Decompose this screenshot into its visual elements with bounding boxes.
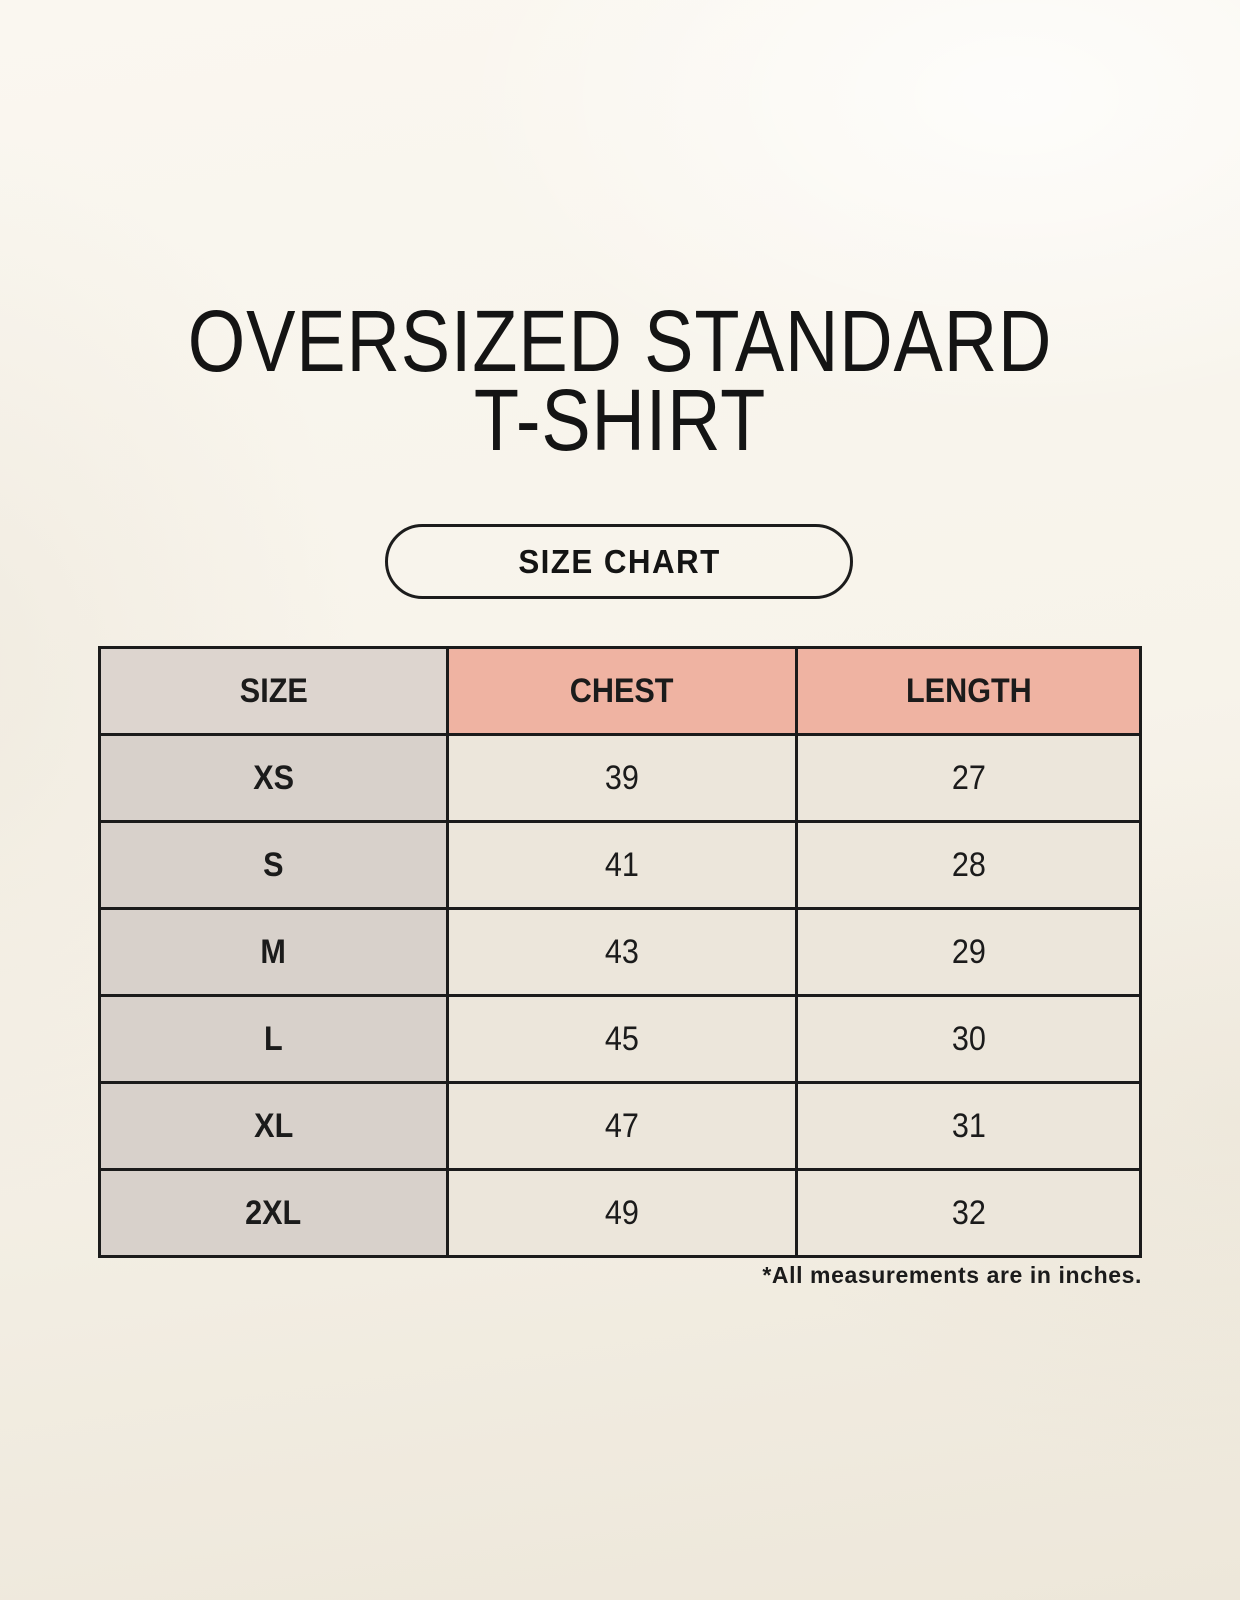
length-value: 29 bbox=[797, 909, 1141, 996]
length-value: 30 bbox=[797, 996, 1141, 1083]
size-label: XL bbox=[100, 1083, 448, 1170]
size-label: L bbox=[100, 996, 448, 1083]
length-value: 32 bbox=[797, 1170, 1141, 1257]
table-row bbox=[100, 996, 1141, 1083]
table-row bbox=[100, 909, 1141, 996]
header-chest: CHEST bbox=[448, 648, 797, 735]
table-row bbox=[100, 735, 1141, 822]
size-chart-badge bbox=[385, 524, 853, 599]
size-label: S bbox=[100, 822, 448, 909]
chest-value: 47 bbox=[448, 1083, 797, 1170]
table-header-row bbox=[100, 648, 1141, 735]
table-row bbox=[100, 1083, 1141, 1170]
size-chart-badge-label: SIZE CHART bbox=[517, 542, 721, 580]
header-length: LENGTH bbox=[797, 648, 1141, 735]
table-row bbox=[100, 822, 1141, 909]
page-title-line1: OVERSIZED STANDARD bbox=[187, 293, 1053, 390]
length-value: 27 bbox=[797, 735, 1141, 822]
chest-value: 45 bbox=[448, 996, 797, 1083]
size-table bbox=[98, 646, 1142, 1258]
header-size: SIZE bbox=[100, 648, 448, 735]
size-label: M bbox=[100, 909, 448, 996]
length-value: 28 bbox=[797, 822, 1141, 909]
size-label: XS bbox=[100, 735, 448, 822]
size-label: 2XL bbox=[100, 1170, 448, 1257]
chest-value: 49 bbox=[448, 1170, 797, 1257]
chest-value: 39 bbox=[448, 735, 797, 822]
page-title bbox=[93, 293, 1147, 469]
length-value: 31 bbox=[797, 1083, 1141, 1170]
measurements-note: *All measurements are in inches. bbox=[762, 1262, 1142, 1288]
page-title-line2: T-SHIRT bbox=[473, 372, 767, 469]
chest-value: 43 bbox=[448, 909, 797, 996]
table-row bbox=[100, 1170, 1141, 1257]
chest-value: 41 bbox=[448, 822, 797, 909]
